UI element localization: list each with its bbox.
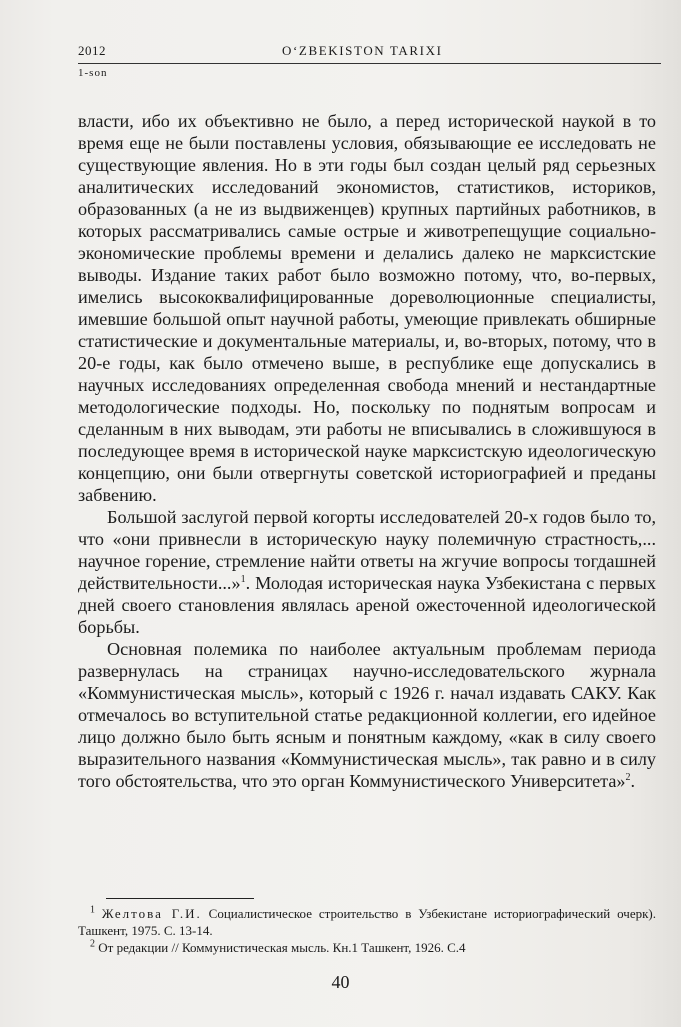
footnote-1: $^1$ Желтова Г.И. Социалистическое строительство в Узбекистане историографический очерк). Ташкент, 1975. С. 13-14. bbox=[78, 904, 656, 938]
footnote-author: Желтова Г.И. bbox=[101, 906, 202, 921]
issue-number: 1-son bbox=[78, 67, 108, 79]
footnote-separator bbox=[106, 898, 254, 899]
header-rule bbox=[78, 63, 661, 64]
footnote-ref-1: 1 bbox=[240, 573, 246, 585]
paragraph-3: Основная полемика по наиболее актуальным проблемам периода развернулась на страницах научно-исследовательского журнала «Коммунистическая мысль», который с 1926 г. начал издавать САКУ. Как отмечалось во вступительной статье редакционной коллегии, его идейное лицо должно было быть ясным и понятным каждому, «как в силу своего выразительного названия «Коммунистическая мысль», так равно и в силу того обстоятельства, что это орган Коммунистического Университета»$^2$. bbox=[78, 639, 656, 791]
main-text bbox=[78, 110, 656, 792]
paragraph-1: власти, ибо их объективно не было, а перед исторической наукой в то время еще не были поставлены условия, обязывающие ее исследовать не существующие явления. Но в эти годы был создан целый ряд серьезных аналитических исследований экономистов, статистиков, историков, образованных (а не из выдвиженцев) крупных партийных работников, в которых рассматривались самые острые и животрепещущие социально-экономические проблемы времени и делались далеко не марксистские выводы. Издание таких работ было возможно потому, что, во-первых, имелись высококвалифицированные дореволюционные специалисты, имевшие большой опыт научной работы, умеющие привлекать обширные статистические и документальные материалы, и, во-вторых, потому, что в 20-е годы, как было отмечено выше, в республике еще допускались в научных исследованиях определенная свобода мнений и нестандартные методологические подходы. Но, поскольку по поднятым вопросам и сделанным в них выводам, эти работы не вписывались в сложившуюся в последующее время в исторической науке марксистскую идеологическую концепцию, они были отвергнуты советской историографией и преданы забвению. bbox=[78, 111, 656, 505]
footnote-ref-2: 2 bbox=[625, 771, 631, 783]
footnotes bbox=[78, 905, 656, 956]
journal-title: O‘ZBEKISTON TARIXI bbox=[282, 43, 443, 58]
page-number: 40 bbox=[331, 972, 350, 992]
header-year: 2012 bbox=[78, 43, 106, 58]
paragraph-2: Большой заслугой первой когорты исследователей 20-х годов было то, что «они привнесли в историческую науку полемичную страстность,... научное горение, стремление найти ответы на жгучие вопросы тогдашней действительности...»$^1$. Молодая историческая наука Узбекистана с первых дней своего становления являлась ареной ожесточенной идеологической борьбы. bbox=[78, 507, 656, 637]
footnote-2: $^2$ От редакции // Коммунистическая мысль. Кн.1 Ташкент, 1926. С.4 bbox=[90, 938, 466, 955]
